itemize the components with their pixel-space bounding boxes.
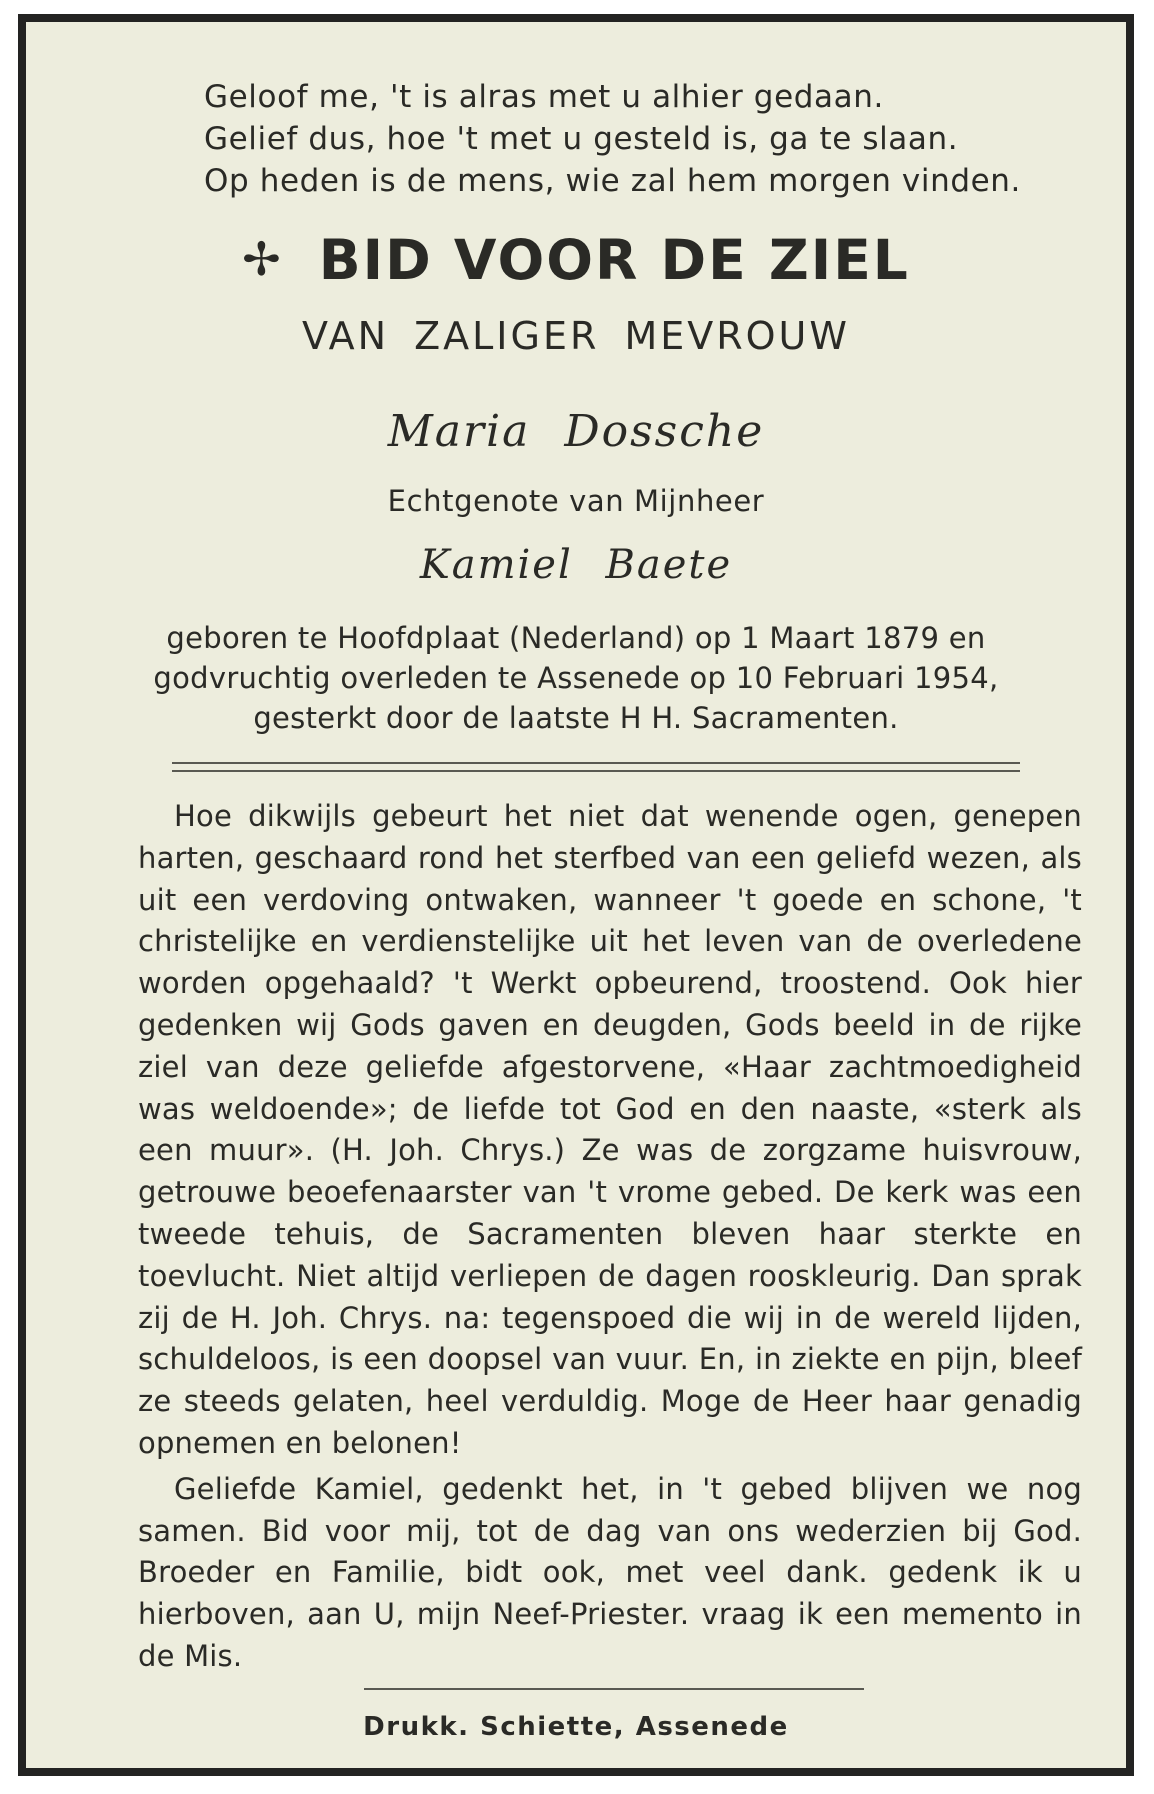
poem-line: Op heden is de mens, wie zal hem morgen vinden.	[204, 163, 1021, 199]
poem-line: Gelief dus, hoe 't met u gesteld is, ga te slaan.	[204, 121, 959, 157]
double-rule-divider	[172, 762, 1020, 772]
cross-icon: ✢	[242, 232, 283, 286]
deceased-name: Maria Dossche	[387, 406, 765, 457]
memorial-paragraph: Hoe dikwijls gebeurt het niet dat wenende ogen, genepen harten, geschaard rond het sterfbed van een geliefd wezen, als uit een verdoving ontwaken, wanneer 't goede en schone, 't christelijke en verdienstelijke uit het leven van de overledene worden opgehaald? 't Werkt opbeurend, troostend. Ook hier gedenken wij Gods gaven en deugden, Gods beeld in de rijke ziel van deze geliefde afgestorvene, «Haar zachtmoedigheid was weldoende»; de liefde tot God en den naaste, «sterk als een muur». (H. Joh. Chrys.) Ze was de zorgzame huisvrouw, getrouwe beoefenaarster van 't vrome gebed. De kerk was een tweede tehuis, de Sacramenten bleven haar sterkte en toevlucht. Niet altijd verliepen de dagen rooskleurig. Dan sprak zij de H. Joh. Chrys. na: tegenspoed die wij in de wereld lijden, schuldeloos, is een doopsel van vuur. En, in ziekte en pijn, bleef ze steeds gelaten, heel verduldig. Moge de Heer haar genadig opnemen en belonen!	[138, 799, 1082, 1460]
memorial-text	[138, 796, 1082, 1678]
poem-verse	[204, 76, 1021, 202]
spouse-name: Kamiel Baete	[419, 542, 733, 588]
card-subtitle: VAN ZALIGER MEVROUW	[302, 314, 850, 358]
memorial-card	[18, 14, 1134, 1776]
birth-death-text: geboren te Hoofdplaat (Nederland) op 1 Maart 1879 en godvruchtig overleden te Assenede op 10 Februari 1954, gesterkt door de laatste H H. Sacramenten.	[153, 621, 999, 735]
footer-rule	[364, 1688, 864, 1690]
memorial-paragraph: Geliefde Kamiel, gedenkt het, in 't gebed blijven we nog samen. Bid voor mij, tot de dag van ons wederzien bij God. Broeder en Familie, bidt ook, met veel dank. gedenk ik u hierboven, aan U, mijn Neef-Priester. vraag ik een memento in de Mis.	[138, 1471, 1082, 1673]
poem-line: Geloof me, 't is alras met u alhier gedaan.	[204, 79, 884, 115]
card-paper	[26, 22, 1126, 1768]
printer-credit: Drukk. Schiette, Assenede	[363, 1712, 789, 1742]
spouse-intro: Echtgenote van Mijnheer	[387, 484, 765, 518]
title-text: BID VOOR DE ZIEL	[318, 228, 910, 292]
card-title	[26, 228, 1126, 292]
